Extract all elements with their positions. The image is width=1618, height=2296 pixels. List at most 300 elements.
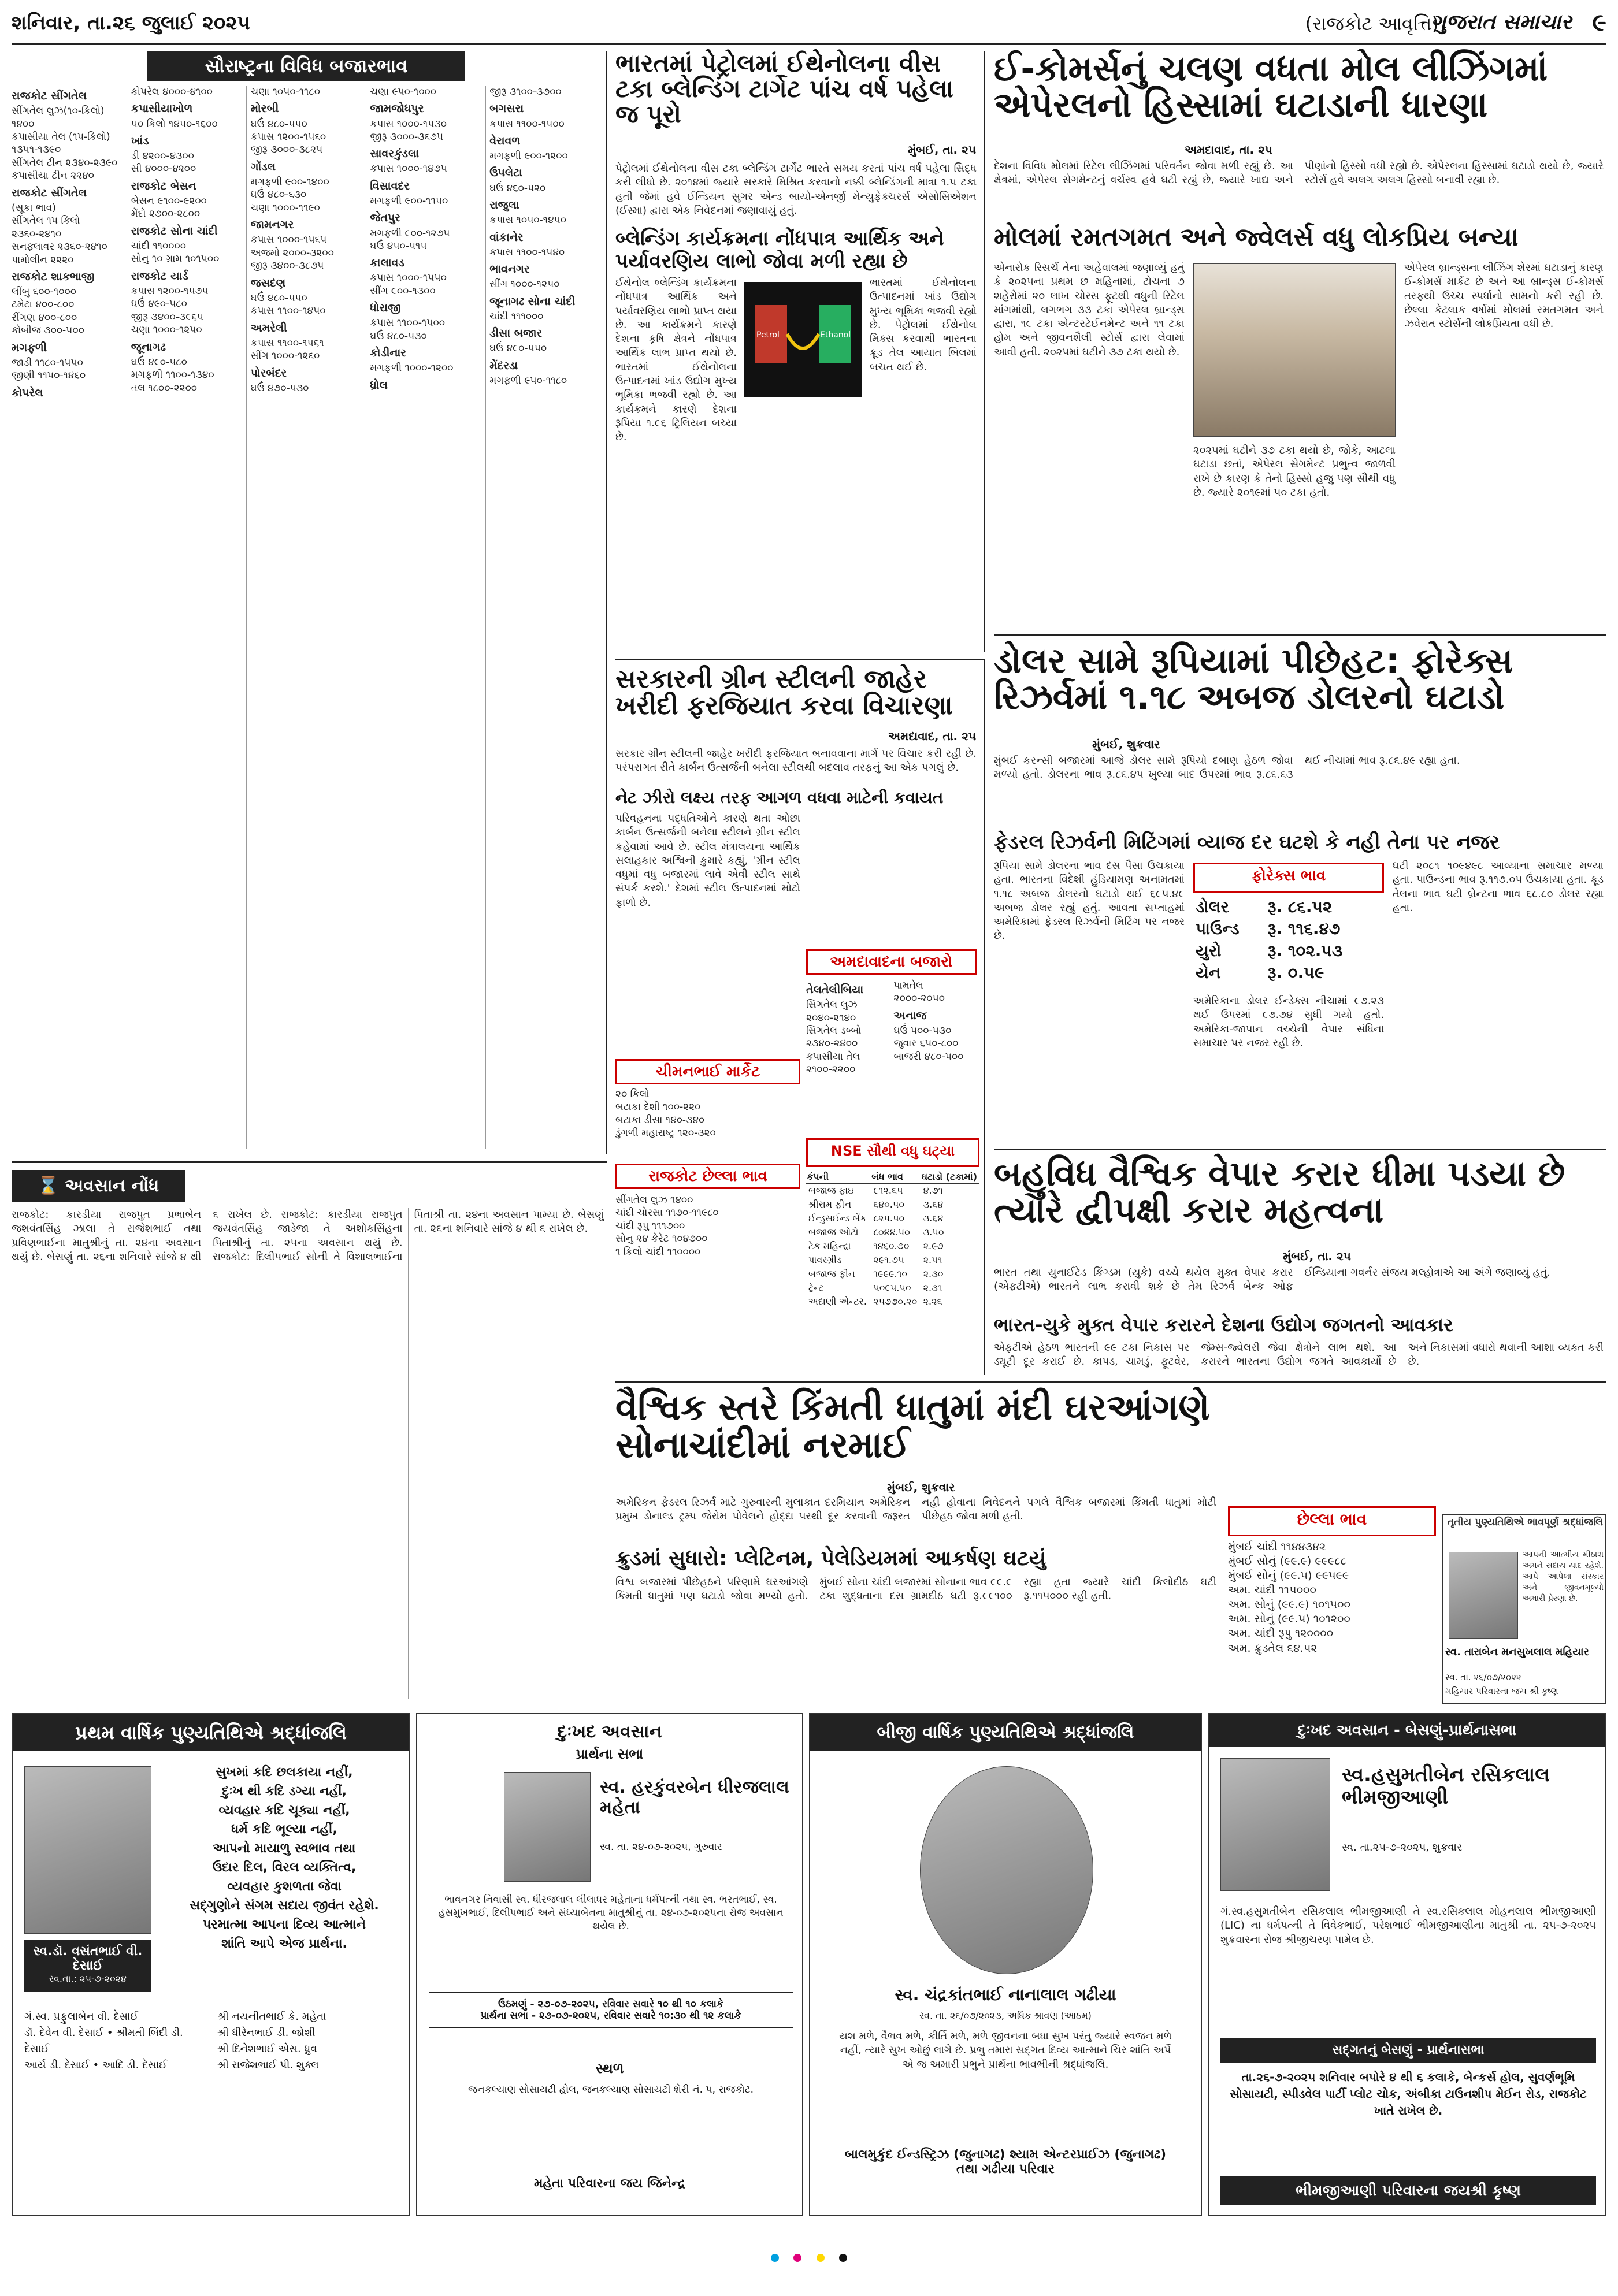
market-line: કપાસ ૧૦૦૦-૧૫૩૦ <box>370 118 447 130</box>
ad-vasantbhai <box>12 1713 410 2216</box>
table-row <box>1193 962 1384 984</box>
market-line: સીંગતેલ ૧૫ કિલો ૨૩૬૦-૨૪૧૦ <box>12 215 80 240</box>
metals-last-title: છેલ્લા ભાવ <box>1228 1506 1436 1536</box>
market-section-name: રાજુલા <box>489 198 519 211</box>
ad-harkunvarben-name: સ્વ. હરકુંવરબેન ધીરજલાલ મહેતા <box>600 1777 789 1818</box>
market-section-name: વાંકાનેર <box>489 231 524 244</box>
ad-hasumatiben <box>1208 1713 1606 2216</box>
rajkot-last-line: ૧ કિલો ચાંદી ૧૧૦૦૦૦ <box>615 1246 701 1258</box>
forex-body: મુંબઈ કરન્સી બજારમાં આજે ડોલર સામે રૂપિયો દબાણ હેઠળ જોવા મળ્યો હતો. ડોલરના ભાવ રૂ.૮૬.૪૫ ખુલ્યા બાદ ઉપરમાં ભાવ રૂ.૮૬.૬૩ થઈ નીચામાં ભાવ રૂ.૮૬.૪૯ રહ્યા હતા. <box>994 755 1460 781</box>
ad-tarabeen-photo <box>1449 1552 1518 1639</box>
ad-harkunvarben-place-label: સ્થળ <box>595 2060 624 2076</box>
market-line: પામોલીન ૨૨૨૦ <box>12 254 74 266</box>
chimanbhai-line: ડુંગળી મહારાષ્ટ્ર ૧૨૦-૩૨૦ <box>615 1127 716 1139</box>
market-section-name: રાજકોટ યાર્ડ <box>131 269 188 283</box>
ad-vasantbhai-name: સ્વ.ડૉ. વસંતભાઈ વી. દેસાઈ <box>33 1944 143 1973</box>
metals-last-line: અમ. સોનું (૯૯.૯) ૧૦૧૫૦૦ <box>1228 1598 1350 1611</box>
market-line: કપાસ ૧૨૦૦-૧૫૭૫ <box>131 285 209 297</box>
forex-body2: રૂપિયા સામે ડોલરના ભાવ દસ પૈસા ઉંચકાયા હતા. ભારતના વિદેશી હુંડિયામણ અનામતમાં ૧.૧૮ અબજ ડોલરનો ઘટાડો થઈ ૬૯૫.૪૯ અબજ ડોલર રહ્યું હતું. આવતા સપ્તાહમાં અમેરિકામાં ફેડરલ રિઝર્વની મિટિંગ પર નજર છે. <box>994 860 1185 942</box>
market-line: કપાસ ૧૦૦૦-૧૫૫૦ <box>370 272 447 284</box>
market-section-name: વેરાવળ <box>489 134 521 147</box>
ahmedabad-market <box>806 979 977 1153</box>
ecommerce-body2-cont: ૨૦૨૫માં ઘટીને ૩૭ ટકા થયો છે, જોકે, આટલા ઘટાડા છતાં, એપેરલ સેગમેન્ટ પ્રભુત્વ જાળવી રાખે છે કારણ કે તેનો હિસ્સો હજુ પણ સૌથી વધુ છે. જ્યારે ૨૦૧૯માં ૫૦ ટકા હતો. <box>1193 444 1396 499</box>
metals-last-line: અમ. સોનું (૯૯.૫) ૧૦૧૨૦૦ <box>1228 1613 1350 1626</box>
ad-harkunvarben-body: ભાવનગર નિવાસી સ્વ. ધીરજલાલ લીલાધર મહેતાના ધર્મપત્ની તથા સ્વ. ભરતભાઈ, સ્વ. હસમુખભાઈ, દિલીપભાઈ અને સંધ્યાબેનના માતુશ્રીનું તા. ૨૪-૦૭-૨૦૨૫ના રોજ અવસાન થયેલ છે. <box>438 1894 784 1932</box>
table-row <box>806 1225 979 1239</box>
yellow-mark <box>817 2254 825 2262</box>
table-row <box>806 1253 979 1267</box>
page-number: ૯ <box>1592 8 1606 36</box>
table-cell: અદાણી એન્ટર. <box>808 1296 867 1307</box>
ad-vasantbhai-poem <box>163 1763 406 2005</box>
market-section-name: ભાવનગર <box>489 263 530 276</box>
poem-line: સુખમાં કદિ છલકાયા નહીં, <box>216 1765 353 1779</box>
metals-last-line: મુંબઈ સોનું (૯૯.૯) ૯૯૯૮૮ <box>1228 1555 1347 1568</box>
ad-harkunvarben-photo <box>504 1772 591 1882</box>
green-steel-subhead: નેટ ઝીરો લક્ષ્ય તરફ આગળ વધવા માટેની કવાયત <box>615 788 944 807</box>
ecommerce-body: દેશના વિવિધ મોલમાં રિટેલ લીઝિંગમાં પરિવર્તન જોવા મળી રહ્યું છે. આ ક્ષેત્રમાં, એપેરલ સેગમેન્ટનું વર્ચસ્વ હવે ઘટી રહ્યું છે, જ્યારે ખાદ્ય અને પીણાંનો હિસ્સો વધી રહ્યો છે. એપેરલના હિસ્સામાં ઘટાડો થયો છે, જ્યારે સ્ટોર્સ હવે અલગ અલગ હિસ્સો બનાવી રહ્યા છે. <box>994 160 1604 187</box>
market-section-name: વિસાવદર <box>370 179 410 192</box>
forex-table <box>1193 896 1384 984</box>
ethanol-body2: ઈથેનોલ બ્લેન્ડિંગ કાર્યક્રમના નોંધપાત્ર આર્થિક અને પર્યાવરણિય લાભો પ્રાપ્ત થયા છે. આ કાર્યક્રમને કારણે દેશના કૃષિ ક્ષેત્રને નોંધપાત્ર આર્થિક લાભ પ્રાપ્ત થયો છે. ભારતમાં ઈથેનોલના ઉત્પાદનમાં ખાંડ ઉદ્યોગ મુખ્ય ભૂમિકા ભજવી રહ્યો છે. આ કાર્યક્રમને કારણે દેશના રૂપિયા ૧.૯૬ ટ્રિલિયન બચ્યા છે. <box>615 277 737 444</box>
table-cell: રૂ. ૮૬.૫૨ <box>1267 897 1333 916</box>
obituary-title-text: અવસાન નોંધ <box>65 1176 159 1196</box>
market-section-name: કોડીનાર <box>370 347 407 360</box>
poem-line: સદ્ગુણોને સંગમ સદાય જીવંત રહેશે. <box>190 1899 379 1913</box>
article-ecommerce <box>994 51 1606 629</box>
ethanol-dateline: મુંબઈ, તા. ૨૫ <box>908 143 976 157</box>
market-line: બેસન ૯૧૦૦-૯૨૦૦ <box>131 195 207 207</box>
market-line: કપાસ ૧૧૦૦-૧૪૫૦ <box>250 305 326 317</box>
metals-last-line: મુંબઈ સોનું (૯૯.૫) ૯૯૫૯૯ <box>1228 1569 1349 1582</box>
ad-chandrakantbhai-banner: બીજી વાર્ષિક પુણ્યતિથિએ શ્રદ્ધાંજલિ <box>810 1714 1201 1751</box>
ethanol-subhead: બ્લેન્ડિંગ કાર્યક્રમના નોંધપાત્ર આર્થિક અને પર્યાવરણિય લાભો જોવા મળી રહ્યા છે <box>615 227 944 273</box>
market-columns <box>12 86 601 1149</box>
market-line: સીંગ ૧૦૦૦-૧૨૬૦ <box>250 350 320 362</box>
market-line: ઘઉં ૪૯૦-૫૮૦ <box>131 356 187 368</box>
market-section-name: રાજકોટ બેસન <box>131 179 196 192</box>
market-line: કપાસ ૧૦૦૦-૧૫૬૫ <box>250 234 327 246</box>
market-line: જીણી ૧૧૫૦-૧૪૬૦ <box>12 370 86 382</box>
petrol-label: Petrol <box>756 330 780 340</box>
ad-hasumatiben-name: સ્વ.હસુમતીબેન રસિકલાલ ભીમજીઆણી <box>1342 1763 1550 1810</box>
ad-hasumatiben-photo <box>1220 1758 1330 1891</box>
mall-photo <box>1193 263 1396 437</box>
table-row <box>1193 896 1384 918</box>
article-forex <box>994 634 1606 1143</box>
market-line: ટમેટા ૪૦૦-૮૦૦ <box>12 299 75 311</box>
ecommerce-headline: ઈ-કોમર્સનું ચલણ વધતા મોલ લીઝિંગમાં એપેરલનો હિસ્સામાં ઘટાડાની ધારણા <box>994 49 1548 125</box>
market-line: ઘઉં ૪૯૦-૫૮૦ <box>131 298 187 310</box>
market-line: કપાસ ૧૦૫૦-૧૪૫૦ <box>489 214 566 226</box>
market-line: ઘઉં ૪૬૦-૫૨૦ <box>489 182 546 194</box>
market-section-name: ખાંડ <box>131 134 149 147</box>
market-section-name: રાજકોટ સીંગતેલ <box>12 186 87 199</box>
forex-dateline: મુંબઈ, શુક્રવાર <box>1092 737 1160 751</box>
market-section-name: રાજકોટ સીંગતેલ <box>12 90 87 102</box>
ad-tarabeen <box>1442 1514 1606 1704</box>
table-cell: યેન <box>1196 963 1221 982</box>
market-line: કપાસ ૧૧૦૦-૧૫૬૧ <box>250 337 324 349</box>
table-cell: શ્રીરામ ફીન <box>808 1199 852 1210</box>
metals-last-lines <box>1228 1540 1436 1656</box>
table-row <box>806 1198 979 1212</box>
chimanbhai-title: ચીમનભાઈ માર્કેટ <box>615 1059 800 1084</box>
ethanol-body2-cont: ભારતમાં ઈથેનોલના ઉત્પાદનમાં ખાંડ ઉદ્યોગ મુખ્ય ભૂમિકા ભજવી રહ્યો છે. પેટ્રોલમાં ઈથેનોલ મિક્સ કરવાથી ભારતના ક્રૂડ તેલ આયાત બિલમાં બચત થઈ છે. <box>870 277 977 373</box>
market-title: સૌરાષ્ટ્રના વિવિધ બજારભાવ <box>147 51 465 81</box>
market-line: મગફળી ૯૦૦-૧૨૦૦ <box>489 150 568 162</box>
chimanbhai-line: બટાકા દેશી ૧૦૦-૨૨૦ <box>615 1101 701 1113</box>
market-line: ઘઉં ૪૮૦-૫૩૦ <box>370 330 427 342</box>
table-row <box>806 1212 979 1225</box>
market-section-name: ડીસા બજાર <box>489 327 543 340</box>
green-steel-dateline: અમદાવાદ, તા. ૨૫ <box>888 729 976 743</box>
table-cell: ૫૦૯૫.૫૦ <box>873 1282 911 1293</box>
market-line: ચણા ૯૫૦-૧૦૦૦ <box>370 86 437 98</box>
ad-harkunvarben <box>416 1713 803 2216</box>
market-line: જીરૂ ૩૧૦૦-૩૭૦૦ <box>489 86 562 98</box>
price-boxes <box>615 1143 985 1375</box>
ad-hasumatiben-date: સ્વ. તા.૨૫-૭-૨૦૨૫, શુક્રવાર <box>1342 1841 1463 1853</box>
market-line: કોપરેલ ૪૦૦૦-૪૧૦૦ <box>131 86 213 98</box>
market-line: તલ ૧૮૦૦-૨૨૦૦ <box>131 382 198 394</box>
poem-line: ધર્મ કદિ ભૂલ્યા નહીં, <box>231 1822 337 1837</box>
market-section-name: મગફળી <box>12 341 47 354</box>
market-line: કપાસ ૧૦૦૦-૧૪૭૫ <box>370 163 447 175</box>
table-row <box>806 1184 979 1198</box>
table-cell: રૂ. ૧૦૨.૫૩ <box>1267 941 1343 960</box>
market-section-name: જેતપુર <box>370 211 401 225</box>
table-cell: ૮૦૪૪.૫૦ <box>873 1227 910 1238</box>
table-cell: બજાજ ફીન <box>808 1268 855 1279</box>
ad-chandrakantbhai-date: સ્વ. તા. ૨૬/૦૭/૨૦૨૩, અધિક શ્રાવણ (આઠમ) <box>919 2010 1092 2021</box>
market-line: સિંગતેલ લુઝ ૨૦૪૦-૨૧૪૦ <box>806 999 858 1024</box>
green-steel-body2: પરિવહનના પદ્ધતિઓને કારણે થતા ઓછા કાર્બન ઉત્સર્જની બનેલા સ્ટીલને ગ્રીન સ્ટીલ કહેવામાં આવે છે. સ્ટીલ મંત્રાલયના આર્થિક સલાહકાર અશ્વિની કુમારે કહ્યું, 'ગ્રીન સ્ટીલ વધુમાં વધુ બજારમાં લાવે એવી સ્ટીલ સાથે સંપર્ક કરશે.' દેશમાં સ્ટીલ ઉત્પાદનમાં મોટો ફાળો છે. <box>615 812 800 909</box>
ad-chandrakantbhai-name: સ્વ. ચંદ્રકાંતભાઈ નાનાલાલ ગઢીયા <box>895 1985 1116 2004</box>
market-section <box>12 51 607 1154</box>
table-cell: ૩.૬૪ <box>923 1199 944 1210</box>
ad-harkunvarben-sabha: ઉઠમણું - ૨૭-૦૭-૨૦૨૫, રવિવાર સવારે ૧૦ થી ૧૦ કલાકે <box>498 1998 723 2010</box>
table-row <box>806 1267 979 1281</box>
market-line: રીંગણ ૪૦૦-૮૦૦ <box>12 311 77 324</box>
market-section-name: અનાજ <box>893 1009 927 1022</box>
market-line: મગફળી ૧૦૦૦-૧૨૦૦ <box>370 362 454 374</box>
trade-headline: બહુવિધ વૈશ્વિક વેપાર કરાર ધીમા પડયા છે ત્યારે દ્વીપક્ષી કરાર મહત્વના <box>994 1154 1565 1231</box>
table-cell: બજાજ ફાઇ <box>808 1185 854 1196</box>
market-line: કપાસીયા તેલ ૨૧૦૦-૨૨૦૦ <box>806 1050 860 1076</box>
table-header: કંપની <box>806 1171 871 1184</box>
market-line: જુવાર ૬૫૦-૮૦૦ <box>893 1038 959 1050</box>
ad-tarabeen-date: સ્વ. તા. ૨૬/૦૭/૨૦૨૨ <box>1445 1672 1521 1682</box>
ethanol-label: Ethanol <box>820 330 851 340</box>
market-line: કપાસીયા ટીન ૨૨૪૦ <box>12 170 94 182</box>
masthead-date: શનિવાર, તા.૨૬ જુલાઈ ૨૦૨૫ <box>12 12 250 35</box>
table-cell: ૪.૭૧ <box>923 1185 943 1196</box>
ad-tarabeen-family: મહિયાર પરિવારના જય શ્રી કૃષ્ણ <box>1445 1686 1558 1696</box>
market-line: બાજરી ૪૮૦-૫૦૦ <box>893 1050 964 1062</box>
table-cell: ૧૪૬૦.૭૦ <box>873 1240 910 1251</box>
green-steel-headline: સરકારની ગ્રીન સ્ટીલની જાહેર ખરીદી ફરજિયાત કરવા વિચારણા <box>615 664 953 721</box>
table-row <box>1193 940 1384 962</box>
ad-hasumatiben-footer: ભીમજીઆણી પરિવારના જયશ્રી કૃષ્ણ <box>1220 2176 1596 2205</box>
table-cell: રૂ. ૧૧૬.૪૭ <box>1267 919 1341 938</box>
market-section-name: તેલતેલીબિયા <box>806 983 864 996</box>
nse-box <box>806 1138 979 1309</box>
rajkot-last-line: સોનુ ૨૪ કેરેટ ૧૦૪૭૦૦ <box>615 1233 708 1245</box>
market-line: ઘઉં ૪૮૦-૫૫૦ <box>250 292 307 304</box>
market-line: કપાસ ૧૧૦૦-૧૫૪૦ <box>489 246 565 258</box>
table-row <box>1193 918 1384 940</box>
rajkot-last-title: રાજકોટ છેલ્લા ભાવ <box>615 1164 800 1189</box>
market-line: કોબીજ ૩૦૦-૫૦૦ <box>12 325 84 337</box>
market-section-name: ધોરાજી <box>370 302 401 315</box>
market-line: લીંબુ ૬૦૦-૧૦૦૦ <box>12 286 76 298</box>
ad-harkunvarben-footer: મહેતા પરિવારના જય જિનેન્દ્ર <box>533 2176 686 2191</box>
market-line: સીંગતેલ ટીન ૨૩૪૦-૨૩૯૦ <box>12 157 118 169</box>
table-cell: પાઉન્ડ <box>1196 919 1240 938</box>
market-section-name: મોરબી <box>250 102 279 116</box>
market-line: ચાંદી ૧૧૦૦૦૦ <box>131 240 186 252</box>
ad-chandrakantbhai-body: યશ મળે, વૈભવ મળે, કીર્તિ મળે, મળે જીવનના બધા સુખ પરંતુ જ્યારે સ્વજન મળે નહીં, ત્યારે સુખ ઓછું લાગે છે. પ્રભુ તમારા સદ્ગત દિવ્ય આત્માને ચિર શાંતિ અર્પે એ જ અમારી પ્રભુને પ્રાર્થના ભાવભીની શ્રદ્ધાંજલિ. <box>839 2030 1172 2071</box>
table-cell: ૮૨૫.૫૦ <box>873 1213 905 1224</box>
green-steel-body: સરકાર ગ્રીન સ્ટીલની જાહેર ખરીદી ફરજિયાત બનાવવાના માર્ગ પર વિચાર કરી રહી છે. પરંપરાગત રીતે કાર્બન ઉત્સર્જની બનેલા સ્ટીલથી બદલાવ તરફનું આ એક પગલું છે. <box>615 748 977 774</box>
ad-vasantbhai-date: સ્વ.તા.: ૨૫-૭-૨૦૨૪ <box>49 1973 127 1984</box>
family-line: આર્ય ડી. દેસાઈ • આદિ ડી. દેસાઈ <box>24 2059 168 2071</box>
market-section-name: કોપરેલ <box>12 386 43 399</box>
market-line: પામતેલ ૨૦૦૦-૨૦૫૦ <box>893 980 945 1005</box>
table-cell: યુરો <box>1196 941 1222 960</box>
table-header: બંધ ભાવ <box>871 1171 921 1184</box>
market-line: કપાસ ૧૧૦૦-૧૫૦૦ <box>370 317 445 329</box>
ad-chandrakantbhai-photo <box>920 1766 1093 1974</box>
obituary-body: રાજકોટ: કારડીયા રાજપુત પ્રભાબેન જશવંતસિંહ ઝાલા તે રાજેશભાઈ તથા પ્રવિણભાઈના માતુશ્રીનું તા. ૨૪ના અવસાન થયું છે. બેસણું તા. ૨૬ના શનિવારે સાંજે ૪ થી ૬ રાખેલ છે. રાજકોટ: કારડીયા રાજપુત જયવંતસિંહ જાડેજા તે અશોકસિંહના પિતાશ્રીનું તા. ૨૫ના અવસાન થયું છે. રાજકોટ: દિલીપભાઈ સોની તે વિશાલભાઈના પિતાશ્રી તા. ૨૪ના અવસાન પામ્યા છે. બેસણું તા. ૨૬ના શનિવારે સાંજે ૪ થી ૬ રાખેલ છે. <box>12 1209 604 1263</box>
market-section-name: જામનગર <box>250 218 294 232</box>
market-line: ઘઉં ૪૮૦-૬૩૦ <box>250 189 307 201</box>
ecommerce-dateline: અમદાવાદ, તા. ૨૫ <box>1185 143 1273 157</box>
market-line: ડી ૪૨૦૦-૪૩૦૦ <box>131 150 194 162</box>
ethanol-image <box>744 282 862 397</box>
ahmedabad-market-title: અમદાવાદના બજારો <box>806 949 977 975</box>
table-cell: પાવરગ્રીડ <box>808 1254 842 1265</box>
market-section-name: જૂનાગઢ <box>131 340 166 354</box>
forex-subhead: ફેડરલ રિઝર્વની મિટિંગમાં વ્યાજ દર ઘટશે કે નહી તેના પર નજર <box>994 831 1500 854</box>
family-line: શ્રી ધીરેનભાઈ ડી. જોશી <box>217 2026 316 2039</box>
market-line: ઘઉં ૪૭૦-૫૩૦ <box>250 382 309 394</box>
metals-last-line: અમ. ક્રુડતેલ ૬૪.૫૨ <box>1228 1641 1318 1655</box>
ad-vasantbhai-family <box>24 2009 400 2211</box>
metals-last-line: અમ. ચાંદી રૂપુ ૧૨૦૦૦૦ <box>1228 1627 1334 1640</box>
market-line: ઘઉં ૪૮૦-૫૫૦ <box>250 118 307 130</box>
market-line: ઘઉં ૫૦૦-૫૩૦ <box>893 1024 952 1036</box>
table-cell: ૧૯૯૯.૧૦ <box>873 1268 908 1279</box>
metals-headline: વૈશ્વિક સ્તરે કિંમતી ધાતુમાં મંદી ઘરઆંગણે સોનાચાંદીમાં નરમાઈ <box>615 1386 1210 1466</box>
ad-hasumatiben-sabha: તા.૨૬-૭-૨૦૨૫ શનિવાર બપોરે ૪ થી ૬ કલાકે, બેન્કર્સ હોલ, સુવર્ણભૂમિ સોસાયટી, સ્પીડવેલ પાર્ટી પ્લોટ ચોક, અંબીકા ટાઉનશીપ મેઈન રોડ, રાજકોટ ખાતે રાખેલ છે. <box>1230 2070 1587 2117</box>
metals-subhead: ક્રુડમાં સુધારો: પ્લેટિનમ, પેલેડિયમમાં આકર્ષણ ઘટયું <box>615 1547 1046 1570</box>
ad-vasantbhai-namebox <box>24 1940 151 1992</box>
family-line: ડૉ. દેવેન વી. દેસાઈ • શ્રીમતી બિંદી ડી. દેસાઈ <box>24 2026 183 2055</box>
market-line: સોનુ ૧૦ ગ્રામ ૧૦૧૫૦૦ <box>131 253 220 265</box>
metals-dateline: મુંબઈ, શુક્રવાર <box>887 1480 955 1494</box>
family-line: શ્રી નયનીતભાઈ કે. મહેતા <box>217 2011 326 2023</box>
black-mark <box>839 2254 847 2262</box>
market-line: સીંગતેલ લુઝ(૧૦-કિલો) ૧૪૦૦ <box>12 105 105 130</box>
table-cell: ૨.૨૬ <box>923 1296 942 1307</box>
ad-harkunvarben-date: સ્વ. તા. ૨૪-૦૭-૨૦૨૫, ગુરુવાર <box>600 1841 722 1853</box>
metals-last-line: મુંબઈ ચાંદી ૧૧૪૪૩૪૨ <box>1228 1540 1326 1553</box>
forex-box <box>1193 863 1384 984</box>
ad-hasumatiben-body: ગં.સ્વ.હસુમતીબેન રસિકલાલ ભીમજીઆણી તે સ્વ.રસિકલાલ મોહનલાલ ભીમજીઆણી (LIC) ના ધર્મપત્ની તે વિવેકભાઈ, પરેશભાઈ ભીમજીઆણીના માતુશ્રી તા. ૨૫-૭-૨૦૨૫ શુક્રવારના રોજ શ્રીજીચરણ પામેલ છે. <box>1220 1905 1596 1946</box>
hourglass-icon: ⌛ <box>37 1176 65 1196</box>
ad-chandrakantbhai <box>809 1713 1202 2216</box>
article-green-steel <box>615 659 985 1161</box>
market-line: કપાસ ૧૨૦૦-૧૫૬૦ <box>250 131 326 143</box>
table-row <box>806 1295 979 1309</box>
ad-tarabeen-body: આપની આત્મીય મીઠાશ અમને સદાય યાદ રહેશે. આપે આપેલા સંસ્કાર અને જીવનમૂલ્યો અમારી પ્રેરણા છે. <box>1523 1550 1604 1603</box>
market-line: ચાંદી ૧૧૧૦૦૦ <box>489 310 544 322</box>
ad-harkunvarben-place: જનકલ્યાણ સોસાયટી હોલ, જનકલ્યાણ સોસાયટી શેરી નં. ૫, રાજકોટ. <box>467 2084 754 2096</box>
ad-chandrakantbhai-footer: બાલમુકુંદ ઈન્ડસ્ટ્રિઝ (જુનાગઢ) શ્યામ એન્ટરપ્રાઈઝ (જુનાગઢ) તથા ગઢીયા પરિવાર <box>844 2148 1167 2177</box>
table-cell: બજાજ ઓટો <box>808 1227 859 1238</box>
market-line: ઘઉં ૪૯૦-૫૫૦ <box>489 343 547 355</box>
ad-vasantbhai-photo <box>24 1766 151 1934</box>
market-section-name: ગોંડલ <box>250 160 276 173</box>
table-cell: ૨.૩૦ <box>923 1268 944 1279</box>
magenta-mark <box>793 2254 801 2262</box>
table-cell: ૨૫૭૭૦.૨૦ <box>873 1296 918 1307</box>
market-line: ચણા ૧૦૦૦-૧૨૫૦ <box>131 324 202 336</box>
market-line: અજમો ૨૦૦૦-૩૨૦૦ <box>250 247 334 259</box>
market-line: સિંગતેલ ડબ્બો ૨૩૪૦-૨૪૦૦ <box>806 1024 862 1050</box>
table-cell: ડોલર <box>1196 897 1230 916</box>
article-ethanol <box>615 51 985 652</box>
table-cell: ટ્રેન્ટ <box>808 1282 824 1293</box>
table-header: ઘટાડો (ટકામાં) <box>921 1171 979 1184</box>
market-line: ચણા ૧૦૦૦-૧૧૯૦ <box>250 202 320 214</box>
registration-marks <box>12 2253 1606 2276</box>
table-cell: ૨.૩૧ <box>923 1282 942 1293</box>
ethanol-headline: ભારતમાં પેટ્રોલમાં ઈથેનોલના વીસ ટકા બ્લેન્ડિંગ ટાર્ગેટ પાંચ વર્ષ પહેલા જ પૂરો <box>615 49 953 129</box>
market-line: સનફ્લાવર ૨૩૬૦-૨૪૧૦ <box>12 241 107 253</box>
family-line: શ્રી દિનેશભાઈ એસ. ધ્રુવ <box>217 2042 317 2055</box>
market-line: ઘઉં ૪૫૦-૫૧૫ <box>370 240 427 252</box>
market-line: મગફળી ૧૧૦૦-૧૩૪૦ <box>131 369 214 381</box>
ecommerce-body3: એપેરલ બ્રાન્ડ્સના લીઝિંગ શેરમાં ઘટાડાનું કારણ ઈ-કોમર્સ માર્કેટ છે અને આ બ્રાન્ડ્સ ઈ-કોમર્સ તરફથી ઉચ્ચ સ્પર્ધાનો સામનો કરી રહી છે. છેલ્લા કેટલાક વર્ષોમાં મોલમાં રમતગમત અને ઝવેરાત સ્ટોર્સની લોકપ્રિયતા વધી છે. <box>1404 262 1604 330</box>
market-line: કપાસ ૧૧૦૦-૧૫૦૦ <box>489 118 565 130</box>
market-section-name: જામજોધપુર <box>370 102 424 116</box>
rajkot-last-line: ચાંદી ચોરસા ૧૧૭૦-૧૧૯૮૦ <box>615 1207 719 1219</box>
ad-tarabeen-banner: તૃતીય પુણ્યતિથિએ ભાવપૂર્ણ શ્રદ્ધાંજલિ <box>1448 1517 1603 1528</box>
market-section-name: ધ્રોલ <box>370 378 388 392</box>
poem-line: આપનો માયાળુ સ્વભાવ તથા <box>213 1841 356 1856</box>
market-line: ચણા ૧૦૫૦-૧૧૮૦ <box>250 86 320 98</box>
fuel-nozzles-icon <box>744 282 862 397</box>
market-line: મગફળી ૯૦૦-૧૨૭૫ <box>370 227 450 239</box>
metals-last-box <box>1228 1506 1436 1656</box>
market-section-name: પોરબંદર <box>250 366 287 380</box>
market-line: જીરૂ ૩૪૦૦-૩૮૭૫ <box>250 260 324 272</box>
nse-title: NSE સૌથી વધુ ઘટ્યા <box>806 1138 979 1167</box>
market-line: કપાસીયા તેલ (૧૫-કિલો) ૧૩૫૧-૧૩૯૦ <box>12 131 110 156</box>
table-cell: ટેક મહિન્દ્રા <box>808 1240 851 1251</box>
forex-box-title: ફોરેક્સ ભાવ <box>1193 863 1384 893</box>
market-section-name: મેંદરડા <box>489 359 518 372</box>
ad-hasumatiben-banner: દુઃખદ અવસાન - બેસણું-પ્રાર્થનાસભા <box>1209 1714 1605 1747</box>
market-line: જીરૂ ૩૦૦૦-૩૮૨૫ <box>250 144 323 156</box>
market-section-name: સાવરકુંડલા <box>370 147 419 161</box>
forex-body3: ઘટી ૨૦૮૧ ૧૦૯૪૯૮ આવ્યાના સમાચાર મળ્યા હતા. પાઉન્ડના ભાવ રૂ.૧૧૭.૦૫ ઉંચકાયા હતા. ક્રૂડ તેલના ભાવ ઘટી બ્રેન્ટના ભાવ ૬૮.૮૦ ડોલર રહ્યા હતા. <box>1393 860 1604 914</box>
market-section-name: ઉપલેટા <box>489 166 522 180</box>
market-line: જીરૂ ૩૪૦૦-૩૯૬૫ <box>131 311 203 323</box>
trade-body: ભારત તથા યુનાઈટેડ કિંગ્ડમ (યુકે) વચ્ચે થયેલ મુક્ત વેપાર કરાર (એફટીએ) ભારતને લાભ કરાવી શકે છે તેમ રિઝર્વ બેન્ક ઓફ ઈન્ડિયાના ગવર્નર સંજય મલ્હોત્રાએ આ અંગે જણાવ્યું હતું. <box>994 1266 1550 1293</box>
poem-line: વ્યવહાર કુશળતા જેવા <box>227 1879 342 1894</box>
table-cell: ૬૪૦.૫૦ <box>873 1199 904 1210</box>
table-cell: ૩.૬૪ <box>923 1213 944 1224</box>
market-section-name: રાજકોટ સોના ચાંદી <box>131 224 218 237</box>
market-line: જાડી ૧૧૮૦-૧૫૫૦ <box>12 356 83 369</box>
market-section-name: બગસરા <box>489 102 524 116</box>
nse-table <box>806 1171 979 1309</box>
trade-dateline: મુંબઈ, તા. ૨૫ <box>1283 1249 1351 1263</box>
ethanol-body: પેટ્રોલમાં ઈથેનોલના વીસ ટકા બ્લેન્ડિંગ ટાર્ગેટ ભારતે સમય કરતાં પાંચ વર્ષ પહેલા સિદ્ધ કરી લીધો છે. ૨૦૧૪માં જ્યારે સરકારે મિશ્રિત કરવાનો નક્કી બ્લેન્ડિંગની માત્રા ૧.૫ ટકા હતી જેમાં હવે ઈન્ડિયન સુગર એન્ડ બાયો-એનર્જી મેન્યુફેક્ચરર્સ એસોસિએશન (ઈસ્મા) દ્વારા એક નિવેદનમાં જણાવાયું હતું. <box>615 162 977 217</box>
metals-last-line: અમ. ચાંદી ૧૧૫૦૦૦ <box>1228 1584 1316 1597</box>
ad-harkunvarben-sub: પ્રાર્થના સભા <box>576 1746 644 1762</box>
masthead-paper: ગુજરાત સમાચાર <box>1431 10 1572 34</box>
chimanbhai-line: બટાકા ડીસા ૧૪૦-૩૪૦ <box>615 1114 705 1126</box>
masthead-edition: (રાજકોટ આવૃત્તિ) <box>1305 13 1439 35</box>
forex-body2-cont: અમેરિકાના ડોલર ઈન્ડેક્સ નીચામાં ૯૭.૨૩ થઈ ઉપરમાં ૯૭.૭૪ સુધી ગયો હતો. અમેરિકા-જાપાન વચ્ચેની વેપાર સંધિના સમાચાર પર નજર રહી છે. <box>1193 995 1384 1049</box>
chimanbhai-line: ૨૦ કિલો <box>615 1088 650 1100</box>
ad-tarabeen-name: સ્વ. તારાબેન મનસુખલાલ મહિયાર <box>1445 1646 1589 1658</box>
market-line: સીંગ ૧૦૦૦-૧૨૫૦ <box>489 278 560 291</box>
metals-body: અમેરિકન ફેડરલ રિઝર્વ માટે ગુરુવારની મુલાકાત દરમિયાન અમેરિકન પ્રમુખ ડોનાલ્ડ ટ્રમ્પ જેરોમ પોવેલને હોદ્દા પરથી દૂર કરવાની જરૂરત નહી હોવાના નિવેદનને પગલે વૈશ્વિક બજારમાં કિંમતી ધાતુમાં મોટી પીછેહઠ જોવા મળી હતી. <box>615 1496 1216 1523</box>
table-row <box>806 1239 979 1253</box>
market-section-name: જૂનાગઢ સોના ચાંદી <box>489 295 576 308</box>
table-cell: ૯૧૨.૬૫ <box>873 1185 903 1196</box>
ad-hasumatiben-sabha-label: સદ્ગતનું બેસણું - પ્રાર્થનાસભા <box>1220 2038 1596 2063</box>
trade-body2: એફટીએ હેઠળ ભારતની ૯૯ ટકા નિકાસ પર ડ્યૂટી દૂર કરાઈ છે. કાપડ, ચામડું, ફૂટવેર, જેમ્સ-જ્વેલરી જેવા ક્ષેત્રોને લાભ થશે. આ કરારને ભારતના ઉદ્યોગ જગતે આવકાર્યો છે અને નિકાસમાં વધારો થવાની આશા વ્યક્ત કરી છે. <box>994 1342 1604 1368</box>
market-section-name: કાલાવડ <box>370 257 404 270</box>
poem-line: ઉદાર દિલ, વિરલ વ્યક્તિત્વ, <box>212 1860 357 1875</box>
market-line: (સૂકા ભાવ) <box>12 202 56 214</box>
market-line: સી ૪૦૦૦-૪૨૦૦ <box>131 163 196 175</box>
masthead <box>12 5 1606 45</box>
ecommerce-body2: એનારોક રિસર્ચ તેના અહેવાલમાં જણાવ્યું હતું કે ૨૦૨૫ના પ્રથમ છ મહિનામાં, ટોચના ૭ શહેરોમાં ૨૦ લાખ ચોરસ ફૂટથી વધુની રિટેલ માંગમાંથી, લગભગ ૩૩ ટકા એપેરલ બ્રાન્ડ્સ દ્વારા, ૧૯ ટકા એન્ટરટેઈનમેન્ટ અને ૧૧ ટકા હોમ અને જીવનશૈલી સ્ટોર્સ દ્વારા લેવામાં આવી હતી. ૨૦૨૫માં ઘટીને ૩૭ ટકા થયો છે. <box>994 262 1185 358</box>
table-row <box>806 1281 979 1295</box>
market-line: જીરૂ ૩૦૦૦-૩૬૭૫ <box>370 131 443 143</box>
trade-subhead: ભારત-યુકે મુક્ત વેપાર કરારને દેશના ઉદ્યોગ જગતનો આવકાર <box>994 1314 1453 1336</box>
table-cell: ૨.૫૧ <box>923 1254 942 1265</box>
table-cell: ૨.૯૭ <box>923 1240 944 1251</box>
cyan-mark <box>771 2254 779 2262</box>
market-section-name: કપાસીયાખોળ <box>131 102 193 116</box>
market-line: સીંગ ૯૦૦-૧૩૦૦ <box>370 285 436 297</box>
obituary-title <box>12 1170 185 1202</box>
metals-body2: વિશ્વ બજારમાં પીછેહઠને પરિણામે ઘરઆંગણે કિંમતી ધાતુમાં પણ ઘટાડો જોવા મળ્યો હતો. મુંબઈ સોના ચાંદી બજારમાં સોનાના ભાવ ૯૯.૯ ટકા શુદ્ધતાના દસ ગ્રામદીઠ ઘટી રૂ.૯૯૧૦૦ રહ્યા હતા જ્યારે ચાંદી કિલોદીઠ ઘટી રૂ.૧૧૫૦૦૦ રહી હતી. <box>615 1576 1216 1603</box>
family-line: ગં.સ્વ. પ્રફુલાબેન વી. દેસાઈ <box>24 2011 139 2023</box>
market-line: મગફળી ૯૫૦-૧૧૮૦ <box>489 374 567 387</box>
market-line: ૫૦ કિલો ૧૪૫૦-૧૬૦૦ <box>131 118 218 130</box>
market-line: મગફળી ૯૦૦-૧૪૦૦ <box>250 176 329 188</box>
obituary-section <box>12 1161 607 1704</box>
table-cell: રૂ. ૦.૫૯ <box>1267 963 1324 982</box>
ad-harkunvarben-sabha2: પ્રાર્થના સભા - ૨૭-૦૭-૨૦૨૫, રવિવાર સવારે ૧૦:૩૦ થી ૧૨ કલાકે <box>480 2010 741 2022</box>
table-cell: ૨૯૧.૭૫ <box>873 1254 904 1265</box>
market-section-name: અમરેલી <box>250 321 287 335</box>
rajkot-last-lines <box>615 1194 800 1292</box>
ad-vasantbhai-banner: પ્રથમ વાર્ષિક પુણ્યતિથિએ શ્રદ્ધાંજલિ <box>13 1714 409 1751</box>
market-section-name: જસદણ <box>250 276 286 289</box>
forex-headline: ડોલર સામે રૂપિયામાં પીછેહટ: ફોરેક્સ રિઝર્વમાં ૧.૧૮ અબજ ડોલરનો ઘટાડો <box>994 641 1513 718</box>
